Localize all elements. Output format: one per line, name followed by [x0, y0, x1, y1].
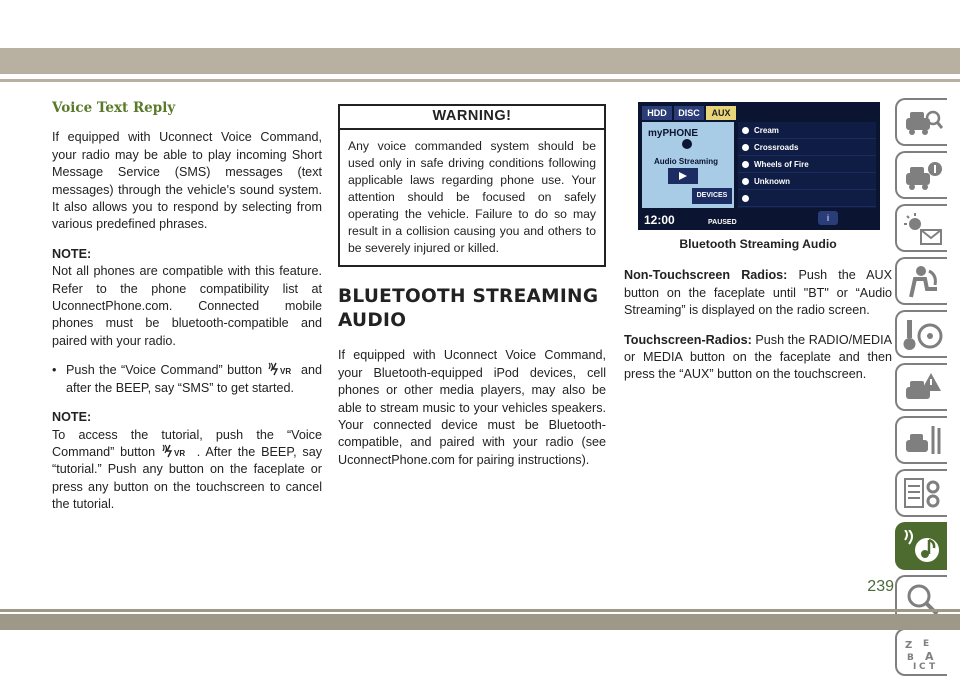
car-info-icon [903, 159, 943, 193]
screen-list-item [738, 122, 876, 139]
screen-status: PAUSED [708, 219, 737, 226]
intro-paragraph: If equipped with Uconnect Voice Command, your radio may be able to play incoming Short Message Service (SMS) messages (text messages) through the vehicle's sound system. It also allows you to respond by selecting from various predefined phrases. [52, 130, 322, 232]
middle-column [338, 100, 606, 481]
tab-car-tools[interactable] [895, 416, 947, 464]
screen-list-label: Wheels of Fire [754, 160, 809, 169]
voice-command-icon [267, 362, 297, 376]
screen-list-label: Cream [754, 126, 779, 135]
screen-list-item [738, 156, 876, 173]
screen-track-list [738, 122, 876, 208]
svg-text:T: T [929, 662, 936, 670]
screen-list-label: Crossroads [754, 143, 799, 152]
tab-multimedia[interactable] [895, 522, 947, 570]
touchscreen-text: Push the RADIO/MEDIA or MEDIA button on the faceplate and then press the “AUX” button on the touchscreen. [624, 332, 892, 382]
non-touchscreen-text: Push the AUX button on the faceplate until "BT" or “Audio Streaming” is displayed on the radio screen. [624, 268, 892, 318]
car-warning-icon [903, 371, 943, 405]
screen-list-item [738, 139, 876, 156]
tab-car-info[interactable] [895, 151, 947, 199]
bullet-item [52, 362, 322, 397]
footer-rule [0, 609, 960, 612]
multimedia-icon [903, 530, 943, 564]
airbag-seat-icon [903, 265, 943, 299]
screen-device-panel [642, 122, 734, 208]
note-1 [52, 246, 322, 350]
note-2-text-after: . After the BEEP, say “tutorial.” Push any button on the faceplate or press any button on the touchscreen to cancel the tutorial. [52, 444, 323, 512]
screen-time: 12:00 [644, 213, 675, 227]
bullet-text-before: Push the “Voice Command” button [66, 363, 263, 378]
section-paragraph: If equipped with Uconnect Voice Command, your Bluetooth-equipped iPod devices, cell phones or other media players, may also be able to stream music to your vehicles speakers. Your connected device must be Bluetooth-compatible, and paired with your radio (see UconnectPhone.com for pairing instructions). [338, 348, 606, 467]
screen-tab-disc: DISC [674, 106, 704, 120]
section-title: BLUETOOTH STREAMING AUDIO [338, 286, 599, 332]
radio-screen-image [638, 102, 880, 230]
tab-airbag-seat[interactable] [895, 257, 947, 305]
chapter-tabs [895, 98, 951, 678]
note-1-text: Not all phones are compatible with this feature. Refer to the phone compatibility list at UconnectPhone.com. Connected mobile phones must be bluetooth-compatible and paired with your radio. [52, 264, 322, 348]
tab-car-search[interactable] [895, 98, 947, 146]
header-rule [0, 79, 960, 82]
touchscreen-label: Touchscreen-Radios: [624, 332, 752, 347]
page-number: 239 [867, 578, 894, 595]
right-column [624, 100, 892, 396]
svg-text:I: I [913, 662, 917, 670]
screen-mode-label: Audio Streaming [654, 157, 719, 166]
touchscreen-paragraph [624, 332, 892, 384]
non-touchscreen-label: Non-Touchscreen Radios: [624, 268, 788, 283]
svg-text:Z: Z [905, 640, 913, 651]
tab-specs-gear[interactable] [895, 469, 947, 517]
image-caption: Bluetooth Streaming Audio [679, 237, 837, 251]
screen-list-item [738, 190, 876, 207]
warning-title: WARNING! [340, 106, 604, 130]
index-letters-icon [903, 636, 943, 670]
note-label: NOTE: [52, 410, 92, 425]
svg-text:A: A [925, 650, 934, 663]
subheading-voice-text-reply: Voice Text Reply [52, 100, 176, 116]
music-note-icon [742, 144, 749, 151]
note-2-text-before: To access the tutorial, push the “Voice Command” button [52, 427, 322, 459]
note-2 [52, 409, 322, 513]
bullet-text-after: and after the BEEP, say “SMS” to get started. [66, 363, 323, 395]
voice-command-icon [161, 444, 191, 458]
left-column [52, 100, 322, 526]
play-icon [668, 168, 698, 184]
disc-icon [742, 161, 749, 168]
music-note-icon [742, 195, 749, 202]
guitar-icon [742, 178, 749, 185]
screen-tab-aux: AUX [706, 106, 736, 120]
note-label: NOTE: [52, 246, 92, 261]
tab-index[interactable] [895, 628, 947, 676]
screen-devices-button: DEVICES [692, 188, 732, 204]
car-tools-icon [903, 424, 943, 458]
screen-phone-name: myPHONE [648, 128, 699, 139]
tab-warning-lights[interactable] [895, 204, 947, 252]
warning-text: Any voice commanded system should be used only in safe driving conditions following applicable laws regarding phone use. Your attention should be focused on safely operating the vehicle. Failure to do so may result in a collision causing you and others to be severely injured or killed. [348, 139, 596, 256]
screen-list-label: Unknown [754, 177, 790, 186]
info-icon: i [818, 211, 838, 225]
artist-icon [742, 127, 749, 134]
header-band [0, 48, 960, 74]
warning-box [338, 104, 606, 267]
svg-text:B: B [907, 653, 914, 663]
warning-lights-icon [903, 212, 943, 246]
top-margin [0, 0, 960, 48]
svg-text:VR: VR [279, 367, 291, 377]
footer-band [0, 614, 960, 630]
tab-car-warning[interactable] [895, 363, 947, 411]
tab-key-steering[interactable] [895, 310, 947, 358]
specs-gear-icon [903, 477, 943, 511]
svg-text:VR: VR [173, 448, 186, 458]
key-steering-icon [903, 318, 943, 352]
svg-text:C: C [919, 662, 926, 670]
screen-list-item [738, 173, 876, 190]
screen-tab-hdd: HDD [642, 106, 672, 120]
bluetooth-icon [682, 139, 692, 149]
svg-text:E: E [923, 639, 930, 649]
car-search-icon [903, 106, 943, 140]
non-touchscreen-paragraph [624, 267, 892, 319]
